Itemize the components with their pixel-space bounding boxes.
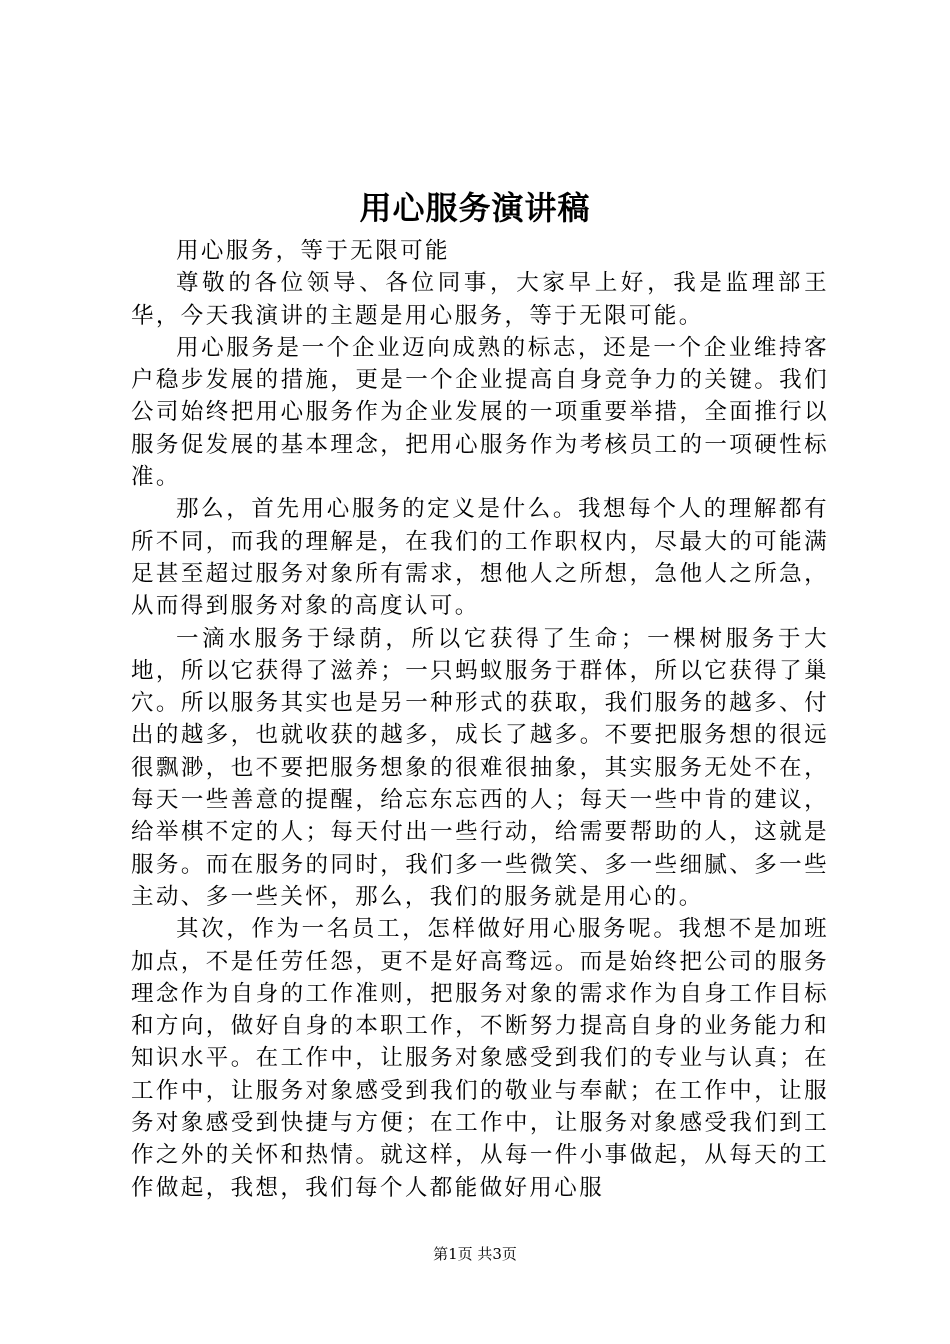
paragraph-analogy: 一滴水服务于绿荫，所以它获得了生命；一棵树服务于大地，所以它获得了滋养；一只蚂蚁服务于群体，所以它获得了巢穴。所以服务其实也是另一种形式的获取，我们服务的越多、付出的越多，也就收获的越多，成长了越多。不要把服务想的很远很飘渺，也不要把服务想象的很难很抽象，其实服务无处不在，每天一些善意的提醒，给忘东忘西的人；每天一些中肯的建议，给举棋不定的人；每天付出一些行动，给需要帮助的人，这就是服务。而在服务的同时，我们多一些微笑、多一些细腻、多一些主动、多一些关怀，那么，我们的服务就是用心的。 — [131, 625, 829, 910]
document-body — [131, 235, 829, 1204]
document-title: 用心服务演讲稿 — [359, 189, 591, 227]
paragraph-subtitle: 用心服务，等于无限可能 — [176, 238, 450, 264]
paragraph-greeting: 尊敬的各位领导、各位同事，大家早上好，我是监理部王华，今天我演讲的主题是用心服务，等于无限可能。 — [131, 270, 829, 329]
paragraph-significance: 用心服务是一个企业迈向成熟的标志，还是一个企业维持客户稳步发展的措施，更是一个企业提高自身竞争力的关键。我们公司始终把用心服务作为企业发展的一项重要举措，全面推行以服务促发展的基本理念，把用心服务作为考核员工的一项硬性标准。 — [131, 334, 829, 491]
paragraph-definition: 那么，首先用心服务的定义是什么。我想每个人的理解都有所不同，而我的理解是，在我们的工作职权内，尽最大的可能满足甚至超过服务对象所有需求，想他人之所想，急他人之所急，从而得到服务对象的高度认可。 — [131, 496, 829, 620]
page-number-footer: 第1页 共3页 — [433, 1245, 517, 1263]
paragraph-how-to: 其次，作为一名员工，怎样做好用心服务呢。我想不是加班加点，不是任劳任怨，更不是好高骛远。而是始终把公司的服务理念作为自身的工作准则，把服务对象的需求作为自身工作目标和方向，做好自身的本职工作，不断努力提高自身的业务能力和知识水平。在工作中，让服务对象感受到我们的专业与认真；在工作中，让服务对象感受到我们的敬业与奉献；在工作中，让服务对象感受到快捷与方便；在工作中，让服务对象感受我们到工作之外的关怀和热情。就这样，从每一件小事做起，从每天的工作做起，我想，我们每个人都能做好用心服 — [131, 916, 829, 1201]
